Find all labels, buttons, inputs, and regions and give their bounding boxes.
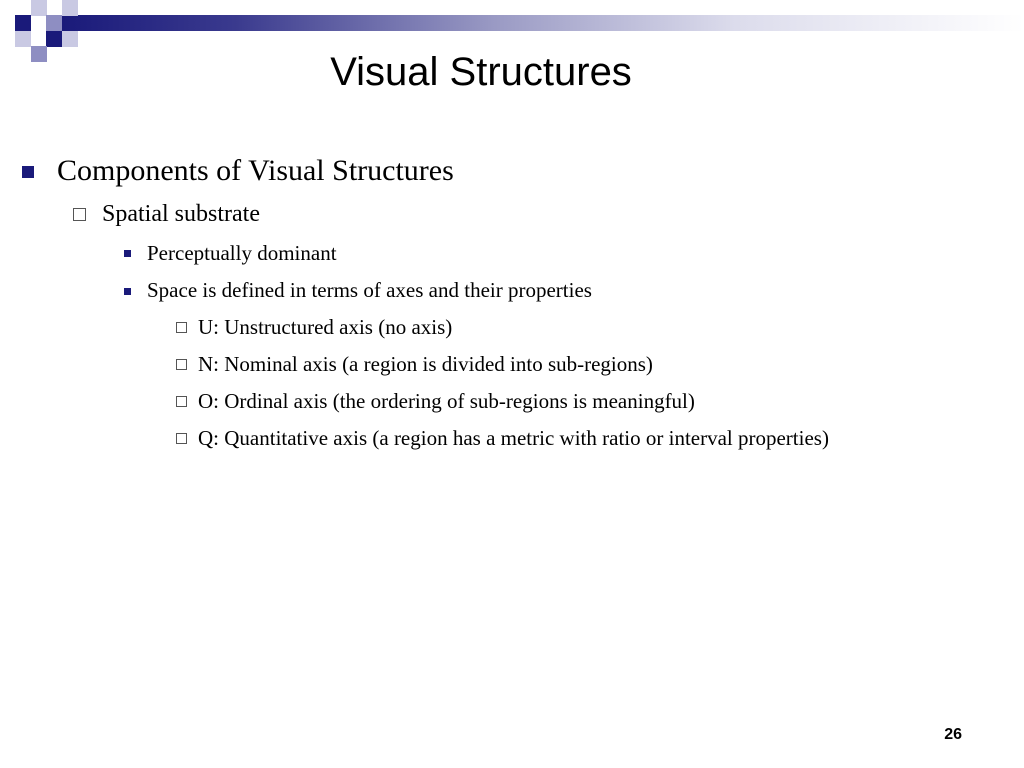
outline-level4-item: O: Ordinal axis (the ordering of sub-regions is meaningful)	[198, 389, 695, 413]
header-square-dark	[15, 15, 31, 31]
header-square-light	[62, 31, 78, 47]
bullet-square-icon	[124, 250, 131, 257]
header-square-mid	[46, 15, 62, 31]
outline-level4-item: U: Unstructured axis (no axis)	[198, 315, 453, 339]
bullet-square-icon	[124, 288, 131, 295]
outline-level3-item: Space is defined in terms of axes and their properties	[147, 278, 592, 302]
outline-level2-item: Spatial substrate	[102, 201, 260, 227]
outline-level1-item: Components of Visual Structures	[57, 154, 454, 187]
header-square-dark	[46, 31, 62, 47]
header-square-light	[15, 31, 31, 47]
header-square-light	[31, 0, 47, 16]
bullet-hollow-square-icon	[176, 359, 187, 370]
bullet-hollow-square-icon	[73, 208, 86, 221]
slide-title: Visual Structures	[330, 50, 632, 94]
page-number: 26	[944, 726, 962, 743]
bullet-hollow-square-icon	[176, 322, 187, 333]
header-square-light	[62, 0, 78, 16]
outline-level4-item: N: Nominal axis (a region is divided into sub-regions)	[198, 352, 653, 376]
bullet-hollow-square-icon	[176, 433, 187, 444]
outline-level4-item: Q: Quantitative axis (a region has a metric with ratio or interval properties)	[198, 426, 829, 450]
outline-level3-item: Perceptually dominant	[147, 241, 337, 265]
bullet-hollow-square-icon	[176, 396, 187, 407]
bullet-square-icon	[22, 166, 34, 178]
header-gradient-bar	[62, 15, 1024, 31]
